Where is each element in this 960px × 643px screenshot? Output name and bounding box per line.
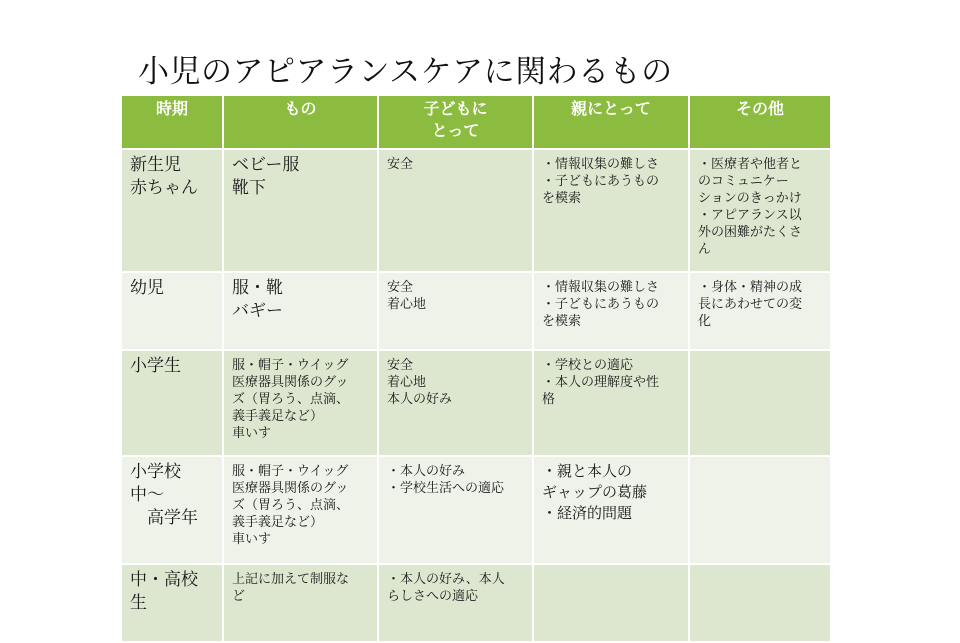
cell-for-parents: ・親と本人の ギャップの葛藤 ・経済的問題	[533, 456, 689, 564]
cell-items: 服・靴 バギー	[223, 272, 378, 350]
cell-other: ・医療者や他者と のコミュニケー ションのきっかけ ・アピアランス以 外の困難がたくさ ん	[689, 149, 830, 272]
cell-other	[689, 350, 830, 456]
table-row	[122, 350, 830, 456]
cell-for-parents: ・学校との適応 ・本人の理解度や性 格	[533, 350, 689, 456]
cell-items: 服・帽子・ウイッグ 医療器具関係のグッ ズ（胃ろう、点滴、 義手義足など） 車いす	[223, 350, 378, 456]
header-period: 時期	[122, 96, 223, 149]
cell-for-child: 安全 着心地 本人の好み	[378, 350, 533, 456]
cell-period: 中・高校 生	[122, 564, 223, 642]
cell-for-child: ・本人の好み、本人 らしさへの適応	[378, 564, 533, 642]
cell-for-child: 安全 着心地	[378, 272, 533, 350]
cell-for-parents	[533, 564, 689, 642]
cell-items: ベビー服 靴下	[223, 149, 378, 272]
cell-items: 上記に加えて制服な ど	[223, 564, 378, 642]
cell-for-child: ・本人の好み ・学校生活への適応	[378, 456, 533, 564]
cell-other: ・身体・精神の成 長にあわせての変 化	[689, 272, 830, 350]
header-other: その他	[689, 96, 830, 149]
table-header-row	[122, 96, 830, 149]
table-row	[122, 272, 830, 350]
cell-other	[689, 456, 830, 564]
table-row	[122, 456, 830, 564]
cell-for-parents: ・情報収集の難しさ ・子どもにあうもの を模索	[533, 149, 689, 272]
table-row	[122, 149, 830, 272]
cell-period: 小学校 中～ 高学年	[122, 456, 223, 564]
table-row	[122, 564, 830, 642]
header-for-child: 子どもに とって	[378, 96, 533, 149]
appearance-care-table	[122, 96, 830, 643]
cell-other	[689, 564, 830, 642]
cell-period: 新生児 赤ちゃん	[122, 149, 223, 272]
header-for-parents: 親にとって	[533, 96, 689, 149]
cell-for-child: 安全	[378, 149, 533, 272]
header-items: もの	[223, 96, 378, 149]
cell-period: 小学生	[122, 350, 223, 456]
cell-period: 幼児	[122, 272, 223, 350]
cell-for-parents: ・情報収集の難しさ ・子どもにあうもの を模索	[533, 272, 689, 350]
cell-items: 服・帽子・ウイッグ 医療器具関係のグッ ズ（胃ろう、点滴、 義手義足など） 車いす	[223, 456, 378, 564]
slide-title: 小児のアピアランスケアに関わるもの	[138, 54, 673, 90]
